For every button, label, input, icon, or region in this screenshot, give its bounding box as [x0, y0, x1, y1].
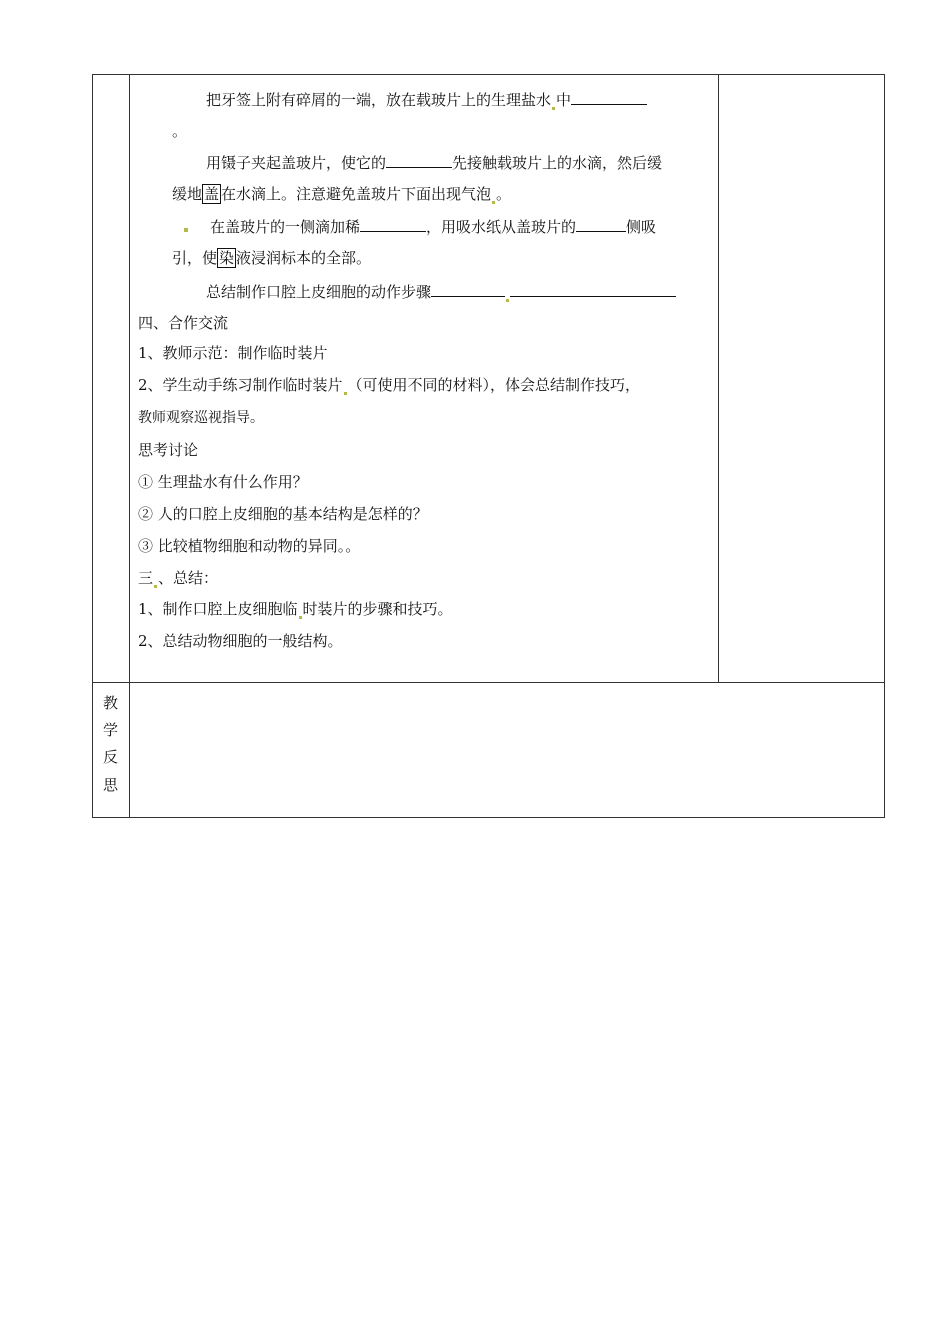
marker-dot [344, 392, 347, 395]
section4-item1: 1、教师示范：制作临时装片 [138, 344, 328, 362]
summary-item1-a: 1、制作口腔上皮细胞临 [138, 600, 298, 618]
section4-item2-cont: 教师观察巡视指导。 [138, 410, 264, 426]
summary-heading-b: 、总结： [158, 569, 219, 587]
fill-blank[interactable] [571, 89, 647, 105]
fill-blank[interactable] [360, 216, 426, 232]
marker-dot [552, 107, 555, 110]
marker-dot [506, 299, 509, 302]
discussion-q2: ② 人的口腔上皮细胞的基本结构是怎样的？ [138, 505, 428, 523]
reflection-content[interactable] [131, 684, 883, 816]
marker-dot [299, 616, 302, 619]
step4-line [206, 281, 676, 302]
step2-line2 [172, 184, 511, 204]
step3-text: 在盖玻片的一侧滴加稀 [210, 218, 361, 236]
step2-line [206, 152, 662, 173]
summary-heading [138, 568, 218, 588]
fill-blank[interactable] [510, 281, 676, 297]
step3-line2 [172, 248, 371, 268]
boxed-char: 盖 [204, 185, 220, 203]
summary-item1-b: 时装片的步骤和技巧。 [302, 600, 453, 618]
discussion-heading: 思考讨论 [138, 441, 199, 459]
reflection-char-4: 思 [102, 776, 118, 794]
marker-dot [492, 201, 495, 204]
step1-line [206, 89, 647, 110]
discussion-q3: ③ 比较植物细胞和动物的异同。。 [138, 537, 361, 555]
step3-text-c: 侧吸 [626, 218, 657, 236]
step3-text-e: 液浸润标本的全部。 [236, 249, 372, 267]
reflection-char-2: 学 [102, 721, 118, 739]
col-divider-left [129, 74, 130, 818]
step2-text-d: 在水滴上。注意避免盖玻片下面出现气泡 [221, 185, 492, 203]
step2-text-c: 缓地 [172, 185, 203, 203]
reflection-char-3: 反 [102, 748, 118, 766]
step2-text: 用镊子夹起盖玻片，使它的 [206, 154, 387, 172]
step2-text-b: 先接触载玻片上的水滴，然后缓 [452, 154, 663, 172]
section4-heading: 四、合作交流 [138, 314, 229, 332]
summary-heading-a: 三 [138, 569, 154, 587]
summary-item1 [138, 599, 453, 619]
section4-item2-a: 2、学生动手练习制作临时装片 [138, 376, 343, 394]
step3-line [210, 216, 656, 237]
fill-blank[interactable] [576, 216, 626, 232]
step3-text-b: ，用吸水纸从盖玻片的 [426, 218, 577, 236]
step3-text-d: 引，使 [172, 249, 218, 267]
discussion-q1: ① 生理盐水有什么作用？ [138, 473, 308, 491]
step1-text-b: 中 [556, 91, 572, 109]
marker-dot [154, 585, 157, 588]
fill-blank[interactable] [431, 281, 505, 297]
step1-text: 把牙签上附有碎屑的一端，放在载玻片上的生理盐水 [206, 91, 552, 109]
section4-item2 [138, 375, 640, 395]
section4-item2-b: （可使用不同的材料），体会总结制作技巧， [347, 376, 641, 394]
boxed-char: 染 [219, 249, 235, 267]
reflection-char-1: 教 [102, 694, 118, 712]
fill-blank[interactable] [386, 152, 452, 168]
row-divider [92, 682, 885, 683]
marker-square [184, 228, 188, 232]
summary-item2: 2、总结动物细胞的一般结构。 [138, 632, 343, 650]
step2-end: 。 [496, 185, 512, 203]
col-divider-right [718, 74, 719, 683]
step1-end: 。 [172, 122, 188, 140]
step4-text: 总结制作口腔上皮细胞的动作步骤 [206, 283, 432, 301]
